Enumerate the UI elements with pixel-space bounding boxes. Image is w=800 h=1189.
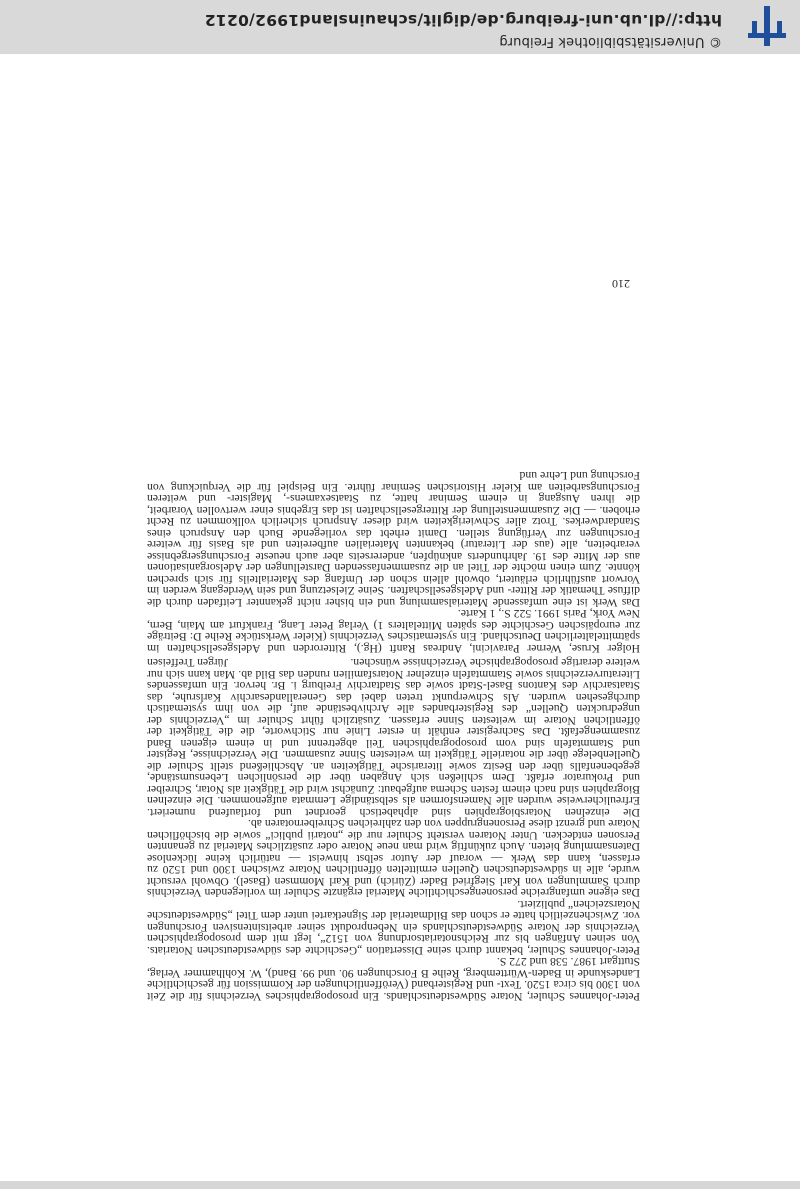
top-border-strip bbox=[0, 1181, 800, 1189]
review1-paragraph: Die einzelnen Notarsbiographien sind alphabetisch geordnet und fortlaufend numeriert. Erfreulicherweise wurden alle Namensformen als selbständige Lemmata aufgenommen. Die einzelnen Biographien sind nach einem festen Schema aufgebaut: Zunächst wird die Tätigkeit als Notar, Schreiber und Prokurator erfaßt. Dem schließen sich Angaben über die persönlichen Lebensumstände, gegebenenfalls über den Besitz sowie literarische Tätigkeiten an. Abschließend stellt Schuler die Quellenbelege über die notarielle Tätigkeit im weitesten Sinne zusammen. Die Verzeichnisse, Register und Stammtafeln sind vom prosopographischen Teil abgetrennt und in einem eigenen Band zusammengefaßt. Das Sachregister enthält in erster Linie nur Stichworte, die die Tätigkeit der öffentlichen Notare im weitesten Sinne erfassen. Zusätzlich führt Schuler im „Verzeichnis der ungedruckten Quellen“ des Registerbandes alle Archivbestände auf, die von ihm systematisch durchgesehen wurden. Als Schwerpunkt treten dabei das Generallandesarchiv Karlsruhe, das Staatsarchiv des Kantons Basel-Stadt sowie das Stadtarchiv Freiburg i. Br. hervor. Ein umfassendes Literaturverzeichnis sowie Stammtafeln einzelner Notarsfamilien runden das Bild ab. Man kann sich nur weitere derartige prosopographische Verzeichnisse wünschen. bbox=[147, 656, 640, 819]
review1-paragraph: Das eigene umfangreiche personengeschichtliche Material ergänzte Schuler im vorliegenden Verzeichnis durch Sammlungen von Karl Siegfried Bader (Zürich) und Karl Mommsen (Basel). Obwohl versucht wurde, alle in südwestdeutschen Quellen ermittelten öffentlichen Notare zwischen 1300 und 1520 zu erfassen, kann das Werk — worauf der Autor selbst hinweist — natürlich keine lückenlose Datensammlung bieten. Auch zukünftig wird man neue Notare oder zusätzliches Material zu genannten Personen entdecken. Unter Notaren versteht Schuler nur die „notarii publici“ sowie die bischöflichen Notare und grenzt diese Personengruppen von den zahlreichen Schreibernotaren ab. bbox=[147, 817, 640, 900]
review2-citation: Holger Kruse, Werner Paravicini, Andreas Ranft (Hg.), Ritterorden und Adelsgesellschaften im spätmittelalterlichen Deutschland. Ein systematisches Verzeichnis (Kieler Werkstücke Reihe D: Beiträge zur europäischen Geschichte des späten Mittelalters 1) Verlag Peter Lang, Frankfurt am Main, Bern, New York, Paris 1991. 522 S., 1 Karte. bbox=[147, 607, 640, 655]
review1-citation: Peter-Johannes Schuler, Notare Südwestdeutschlands. Ein prosopographisches Verzeichnis für die Zeit von 1300 bis circa 1520. Text- und Registerband (Veröffentlichungen der Kommission für geschichtliche Landeskunde in Baden-Württemberg, Reihe B Forschungen 90. und 99. Band), W. Kohlhammer Verlag, Stuttgart 1987. 538 und 272 S. bbox=[147, 955, 640, 1003]
review2-paragraph: Das Werk ist eine umfassende Materialsammlung und ein bisher nicht gekannter Leitfaden durch die diffuse Thematik der Ritter- und Adelsgesellschaften. Seine Zielsetzung und sein Werdegang werden im Vorwort ausführlich erläutert, obwohl allein schon der Umfang des Materialteils für sich sprechen könnte. Zum einen möchte der Titel an die zusammenfassenden Darstellungen der Adelsorganisationen aus der Mitte des 19. Jahrhunderts anknüpfen, andererseits aber auch neueste Forschungsergebnisse verarbeiten, alle (aus der Literatur) bekannten Materialien aufbereiten und als Basis für weitere Forschungen zur Verfügung stellen. Damit erhebt das vorliegende Buch den Anspruch eines Standardwerkes. Trotz aller Schwierigkeiten wird dieser Anspruch sicherlich vollkommen zu Recht erhoben. — Die Zusammenstellung der Rittergesellschaften ist das Ergebnis einer wertvollen Vorarbeit, die ihren Ausgang in einem Seminar hatte, zu Staatsexamens-, Magister- und weiteren Forschungsarbeiten am Kieler Historischen Seminar führte. Ein Beispiel für die Verquickung von Forschung und Lehre und bbox=[147, 469, 640, 609]
institution-name: Universitätsbibliothek Freiburg bbox=[499, 34, 705, 49]
review1-signature: Jürgen Treffeisen bbox=[147, 656, 229, 670]
review-text-block bbox=[147, 470, 640, 1002]
footer-text bbox=[205, 8, 723, 50]
copyright-line bbox=[205, 32, 723, 50]
copyright-symbol: © bbox=[708, 34, 722, 49]
page-number: 210 bbox=[612, 277, 630, 291]
footer-bar bbox=[0, 0, 800, 54]
review1-paragraph: Peter-Johannes Schuler, bekannt durch seine Dissertation „Geschichte des südwestdeutschen Notariats. Von seinen Anfängen bis zur Reichsnotariatsordnung von 1512“, legt mit dem prosopographischen Verzeichnis der Notare Südwestdeutschlands ein Nebenprodukt seiner arbeitsintensiven Forschungen vor. Zwischenzeitlich hatte er schon das Bildmaterial der Signetkartei unter dem Titel „Südwestdeutsche Notarszeichen“ publiziert. bbox=[147, 898, 640, 957]
source-url-link[interactable]: http://dl.ub.uni-freiburg.de/diglit/schauinsland1992/0212 bbox=[204, 11, 722, 29]
university-library-logo-icon bbox=[748, 6, 786, 46]
